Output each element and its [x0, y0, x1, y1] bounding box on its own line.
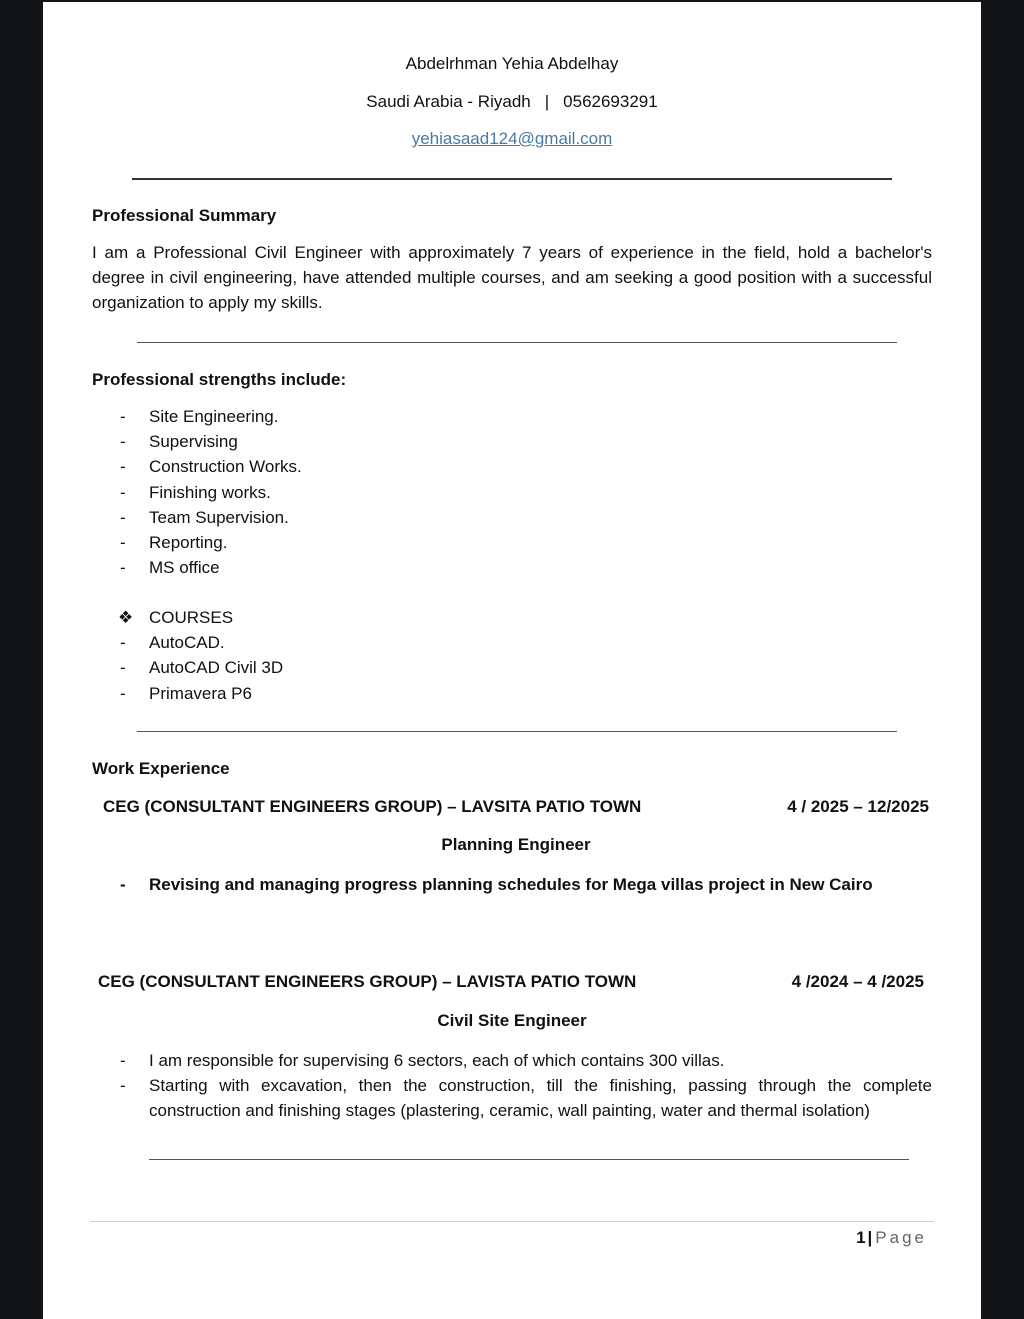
job-company: CEG (CONSULTANT ENGINEERS GROUP) – LAVISTA PATIO TOWN	[98, 972, 637, 991]
footer-divider	[90, 1221, 934, 1222]
dash-bullet: -	[120, 407, 126, 426]
job-company: CEG (CONSULTANT ENGINEERS GROUP) – LAVSITA PATIO TOWN	[103, 797, 642, 816]
summary-text: I am a Professional Civil Engineer with approximately 7 years of experience in the field, hold a bachelor's degree in civil engineering, have attended multiple courses, and am seeking a good position with a successful organization to apply my skills.	[92, 243, 932, 312]
strength-item: - Construction Works.	[92, 454, 592, 479]
job-header	[103, 797, 929, 817]
email-link[interactable]: yehiasaad124@gmail.com	[411, 129, 613, 148]
strengths-list	[92, 404, 592, 580]
job-bullet: - Revising and managing progress planning schedules for Mega villas project in New Cairo	[92, 872, 904, 897]
location: Saudi Arabia - Riyadh	[366, 92, 531, 111]
strength-item: - Team Supervision.	[92, 505, 592, 530]
strengths-heading: Professional strengths include:	[92, 370, 347, 389]
diamond-bullet-icon: ❖	[118, 608, 134, 627]
dash-bullet: -	[120, 1076, 126, 1095]
phone-number: 0562693291	[563, 92, 658, 111]
dash-bullet: -	[120, 683, 126, 703]
job-dates: 4 /2024 – 4 /2025	[791, 972, 924, 991]
dash-bullet: -	[120, 533, 126, 553]
experience-heading: Work Experience	[92, 759, 230, 778]
strength-item: - MS office	[92, 555, 592, 580]
summary-heading: Professional Summary	[92, 206, 277, 225]
job-bullets	[92, 1048, 932, 1123]
candidate-name: Abdelrhman Yehia Abdelhay	[405, 54, 619, 73]
job-header	[98, 972, 924, 992]
resume-page	[43, 2, 981, 1319]
dash-bullet: -	[120, 482, 126, 502]
job-bullets	[92, 872, 904, 897]
course-item: - AutoCAD Civil 3D	[92, 655, 592, 680]
course-item: - Primavera P6	[92, 681, 592, 706]
email-line	[43, 129, 981, 149]
job-role: Planning Engineer	[441, 835, 591, 854]
dash-bullet: -	[120, 658, 126, 678]
job-role: Civil Site Engineer	[437, 1011, 587, 1030]
page-footer	[856, 1228, 927, 1248]
job-bullet: - I am responsible for supervising 6 sectors, each of which contains 300 villas.	[92, 1048, 932, 1073]
page-number: 1	[856, 1228, 866, 1247]
footer-separator: |	[867, 1228, 873, 1247]
summary-divider	[137, 342, 897, 343]
dash-bullet: -	[120, 875, 126, 894]
job-dates: 4 / 2025 – 12/2025	[787, 797, 929, 816]
strength-item: - Site Engineering.	[92, 404, 592, 429]
dash-bullet: -	[120, 633, 126, 653]
dash-bullet: -	[120, 558, 126, 578]
courses-heading: ❖ COURSES	[92, 605, 592, 630]
strength-item: - Supervising	[92, 429, 592, 454]
dash-bullet: -	[120, 507, 126, 527]
course-item: - AutoCAD.	[92, 630, 592, 655]
job-bullet: - Starting with excavation, then the construction, till the finishing, passing through the complete construction and finishing stages (plastering, ceramic, wall painting, water and thermal isolation)	[92, 1073, 932, 1123]
header-divider	[132, 178, 892, 180]
strength-item: - Reporting.	[92, 530, 592, 555]
experience-divider	[149, 1159, 909, 1160]
dash-bullet: -	[120, 432, 126, 452]
page-label: Page	[875, 1228, 927, 1247]
courses-divider	[137, 731, 897, 732]
courses-list	[92, 605, 592, 706]
strength-item: - Finishing works.	[92, 480, 592, 505]
dash-bullet: -	[120, 1051, 126, 1070]
contact-separator: |	[544, 92, 550, 111]
contact-line	[43, 92, 981, 112]
dash-bullet: -	[120, 457, 126, 477]
